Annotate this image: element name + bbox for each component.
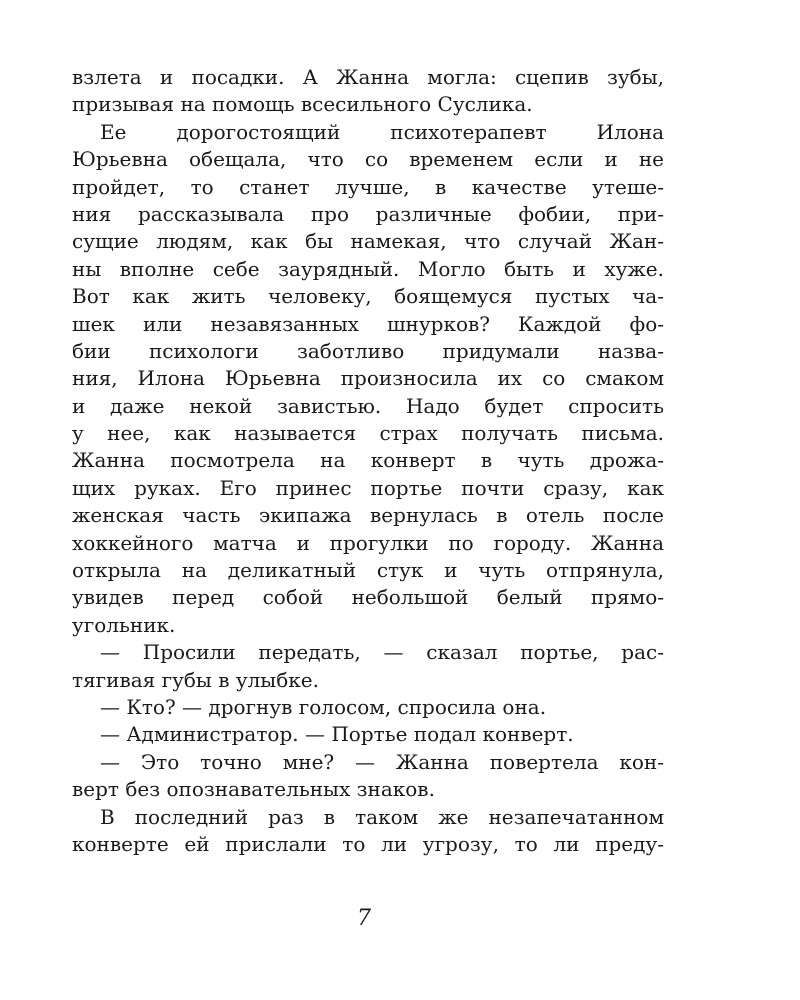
book-page-text (72, 64, 664, 858)
text-line: ния рассказывала про различные фобии, при- (72, 201, 664, 226)
text-line: ния, Илона Юрьевна произносила их со смаком (72, 366, 664, 391)
text-line: и даже некой завистью. Надо будет спросить (72, 393, 664, 418)
text-line: — Администратор. — Портье подал конверт. (100, 722, 574, 747)
text-line: у нее, как называется страх получать письма. (72, 421, 664, 446)
text-line: угольник. (72, 612, 176, 637)
text-line: взлета и посадки. А Жанна могла: сцепив зубы, (72, 65, 664, 89)
text-line: пройдет, то станет лучше, в качестве утеше- (72, 174, 664, 199)
text-line: женская часть экипажа вернулась в отель после (72, 503, 664, 528)
text-line: щих руках. Его принес портье почти сразу, как (72, 475, 664, 500)
text-line: шек или незавязанных шнурков? Каждой фо- (72, 311, 664, 336)
text-line: — Кто? — дрогнув голосом, спросила она. (100, 694, 547, 719)
text-line: Юрьевна обещала, что со временем если и не (72, 147, 664, 172)
text-line: хоккейного матча и прогулки по городу. Жанна (72, 530, 664, 555)
text-line: — Это точно мне? — Жанна повертела кон- (100, 749, 664, 774)
page-number: 7 (357, 906, 371, 931)
text-line: верт без опознавательных знаков. (72, 777, 435, 802)
text-line: Жанна посмотрела на конверт в чуть дрожа- (72, 448, 664, 473)
text-line: открыла на деликатный стук и чуть отпрянула, (72, 558, 664, 583)
text-line: ны вполне себе заурядный. Могло быть и хуже. (72, 256, 664, 281)
text-line: тягивая губы в улыбке. (72, 667, 319, 692)
text-line: призывая на помощь всесильного Суслика. (72, 92, 533, 117)
text-line: конверте ей прислали то ли угрозу, то ли преду- (72, 831, 664, 856)
text-line: сущие людям, как бы намекая, что случай Жан- (72, 229, 664, 254)
text-line: Вот как жить человеку, боящемуся пустых ча- (72, 284, 664, 309)
text-line: Ее дорогостоящий психотерапевт Илона (100, 119, 664, 144)
text-line: В последний раз в таком же незапечатанном (100, 804, 664, 829)
text-line: — Просили передать, — сказал портье, рас- (100, 640, 664, 665)
text-line: бии психологи заботливо придумали назва- (72, 338, 664, 363)
text-line: увидев перед собой небольшой белый прямо- (72, 585, 664, 610)
